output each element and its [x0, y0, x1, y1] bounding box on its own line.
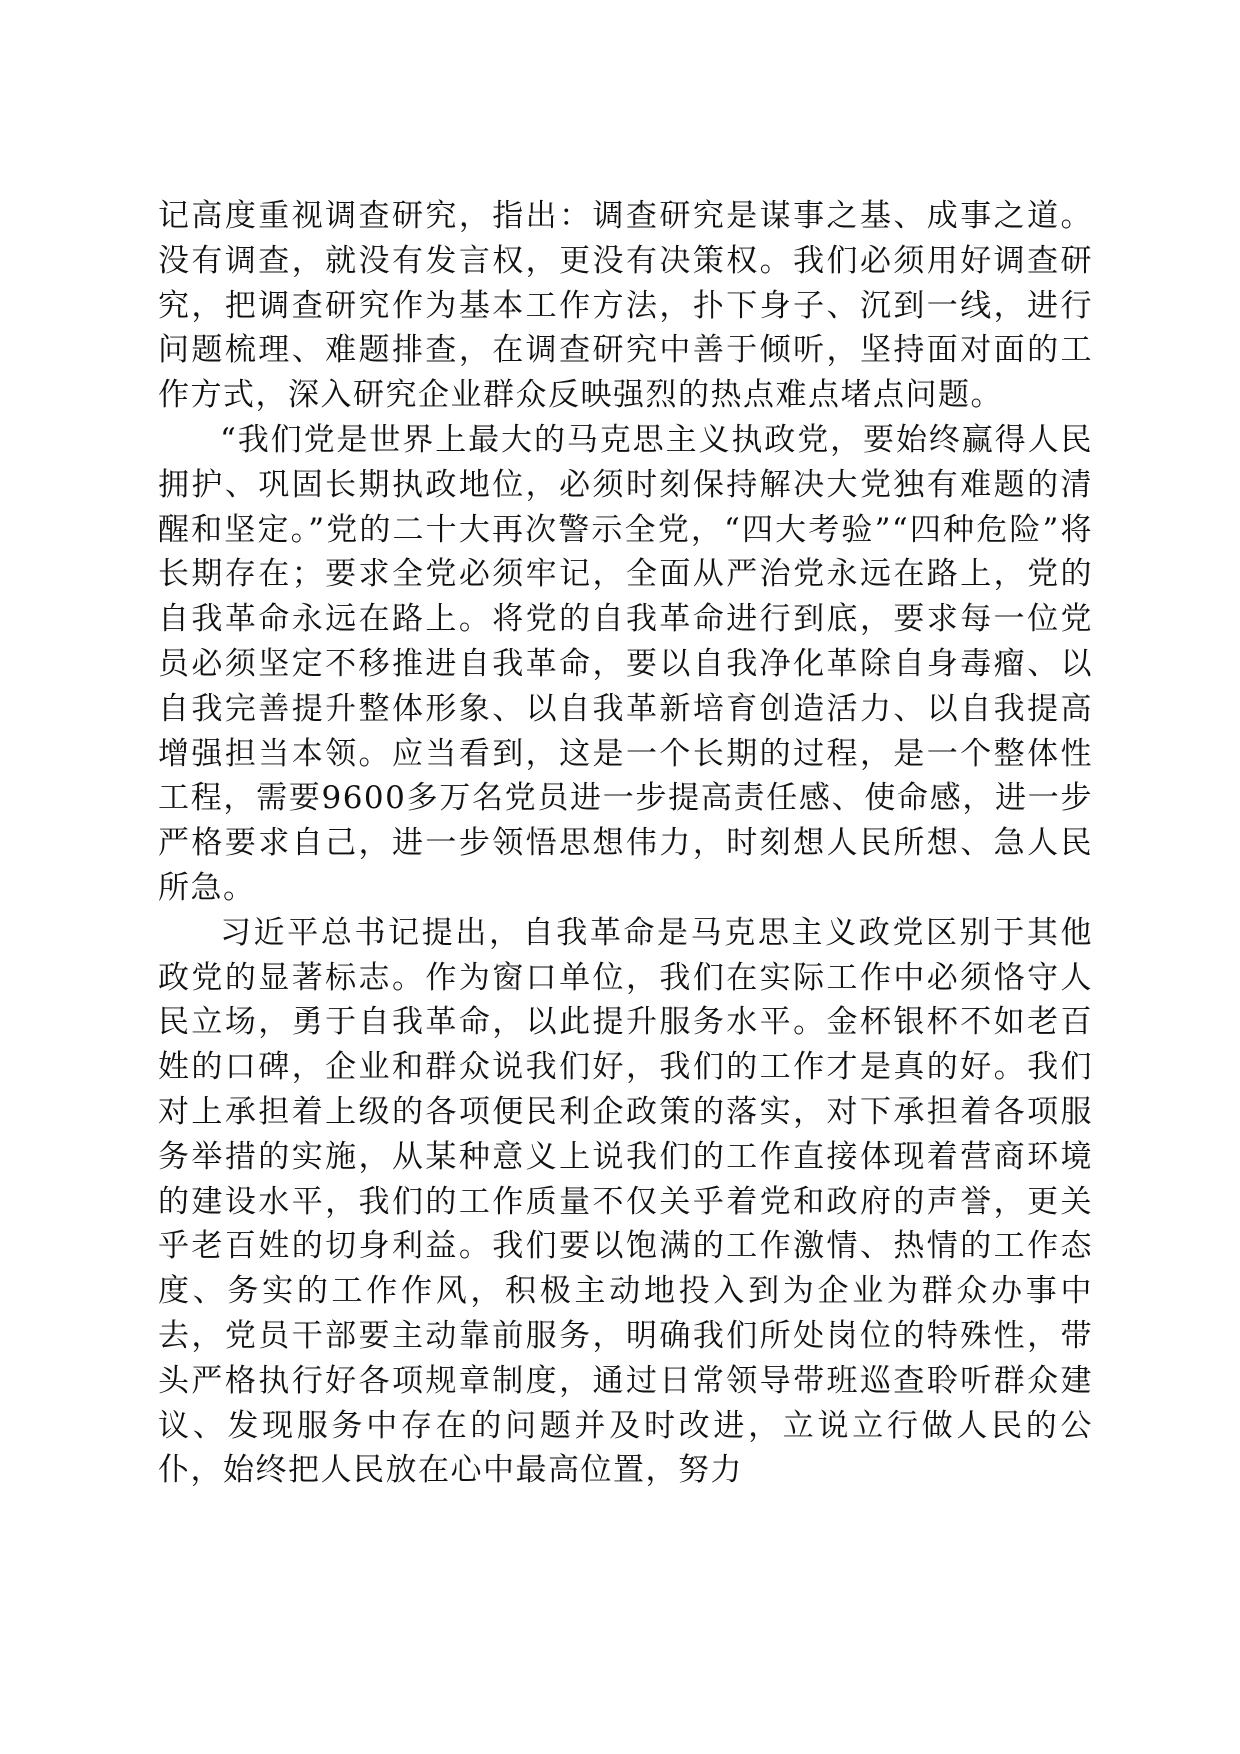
document-body	[158, 194, 1093, 1493]
paragraph-1: 记高度重视调查研究，指出：调查研究是谋事之基、成事之道。没有调查，就没有发言权，更没有决策权。我们必须用好调查研究，把调查研究作为基本工作方法，扑下身子、沉到一线，进行问题梳理、难题排查，在调查研究中善于倾听，坚持面对面的工作方式，深入研究企业群众反映强烈的热点难点堵点问题。	[158, 198, 1093, 414]
paragraph-2: “我们党是世界上最大的马克思主义执政党，要始终赢得人民拥护、巩固长期执政地位，必须时刻保持解决大党独有难题的清醒和坚定。”党的二十大再次警示全党，“四大考验”“四种危险”将长期存在；要求全党必须牢记，全面从严治党永远在路上，党的自我革命永远在路上。将党的自我革命进行到底，要求每一位党员必须坚定不移推进自我革命，要以自我净化革除自身毒瘤、以自我完善提升整体形象、以自我革新培育创造活力、以自我提高增强担当本领。应当看到，这是一个长期的过程，是一个整体性工程，需要9600多万名党员进一步提高责任感、使命感，进一步严格要求自己，进一步领悟思想伟力，时刻想人民所想、急人民所急。	[158, 421, 1093, 906]
paragraph-3: 习近平总书记提出，自我革命是马克思主义政党区别于其他政党的显著标志。作为窗口单位，我们在实际工作中必须恪守人民立场，勇于自我革命，以此提升服务水平。金杯银杯不如老百姓的口碑，企业和群众说我们好，我们的工作才是真的好。我们对上承担着上级的各项便民利企政策的落实，对下承担着各项服务举措的实施，从某种意义上说我们的工作直接体现着营商环境的建设水平，我们的工作质量不仅关乎着党和政府的声誉，更关乎老百姓的切身利益。我们要以饱满的工作激情、热情的工作态度、务实的工作作风，积极主动地投入到为企业为群众办事中去，党员干部要主动靠前服务，明确我们所处岗位的特殊性，带头严格执行好各项规章制度，通过日常领导带班巡查聆听群众建议、发现服务中存在的问题并及时改进，立说立行做人民的公仆，始终把人民放在心中最高位置，努力	[158, 914, 1093, 1489]
